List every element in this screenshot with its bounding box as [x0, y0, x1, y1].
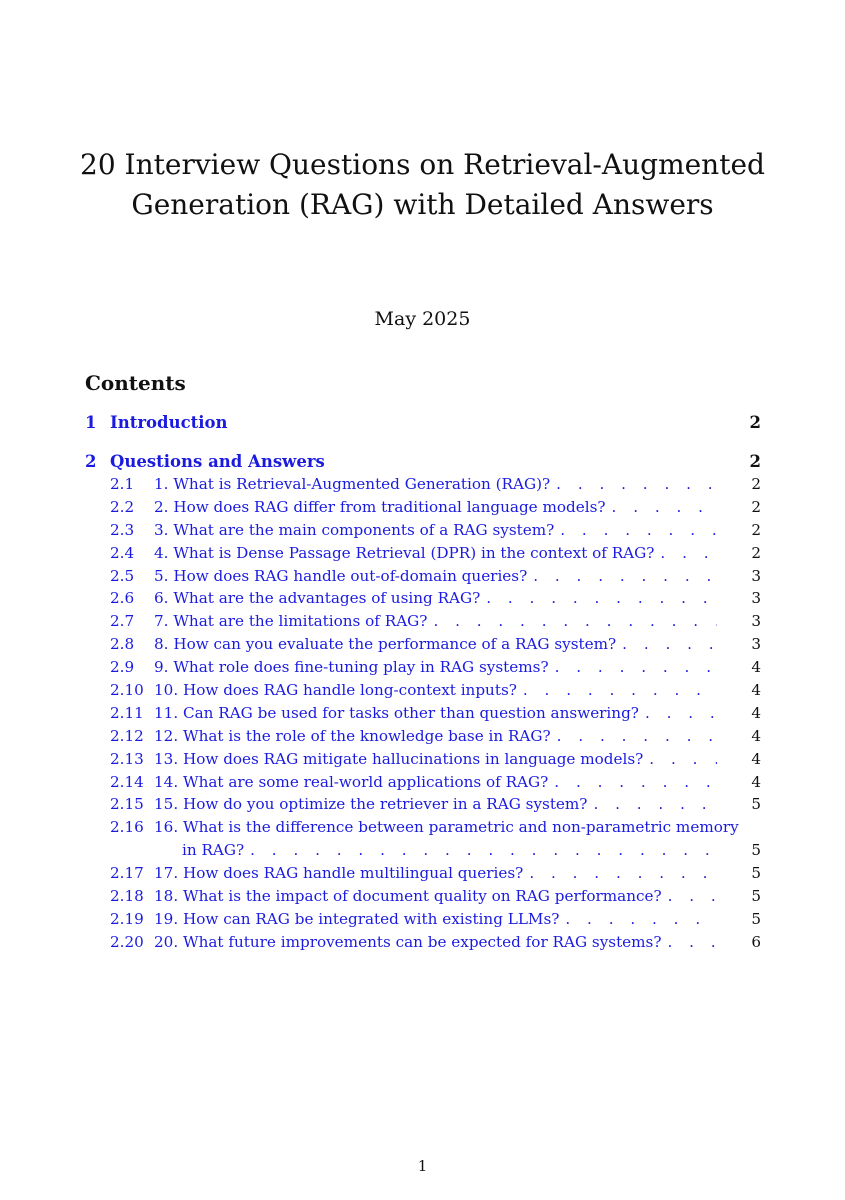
toc-entry-number: 2.11: [110, 703, 144, 722]
toc-leader-dots: [643, 748, 717, 771]
toc-entry[interactable]: [110, 725, 761, 748]
toc-entry[interactable]: [110, 816, 761, 862]
toc-leader-dots: [550, 473, 717, 496]
toc-entry-link[interactable]: 13. How does RAG mitigate hallucinations in language models?: [154, 749, 644, 768]
toc-leader-dots: [639, 702, 717, 725]
toc-entry-number: 2.4: [110, 543, 135, 562]
toc-entry-number: 2.3: [110, 520, 135, 539]
toc-entry-link[interactable]: 7. What are the limitations of RAG?: [154, 612, 428, 631]
toc-section-number: 2: [85, 452, 97, 471]
toc-entry-number: 2.1: [110, 475, 135, 493]
toc-entry-page: 2: [751, 543, 761, 562]
toc-entry-page: 3: [751, 566, 761, 585]
toc-entry[interactable]: [110, 931, 761, 954]
toc-entry-page: 5: [751, 887, 761, 906]
toc-entry-link[interactable]: 8. How can you evaluate the performance of a RAG system?: [154, 635, 617, 654]
toc-entry-link[interactable]: 16. What is the difference between parametric and non-parametric memory: [154, 818, 739, 837]
toc-leader-dots: [606, 496, 717, 519]
toc-section-introduction[interactable]: [85, 412, 761, 434]
toc-entry-link[interactable]: 15. How do you optimize the retriever in a RAG system?: [154, 795, 588, 814]
toc-entry-link[interactable]: 14. What are some real-world applications of RAG?: [154, 772, 549, 791]
toc-section-questions-and-answers[interactable]: [85, 451, 761, 473]
toc-entry-page: 3: [751, 589, 761, 608]
toc-entry[interactable]: [110, 748, 761, 771]
toc-entry-link[interactable]: 4. What is Dense Passage Retrieval (DPR) in the context of RAG?: [154, 543, 655, 562]
toc-entry[interactable]: [110, 656, 761, 679]
toc-leader-dots: [523, 862, 717, 885]
toc-section-page: 2: [749, 413, 761, 432]
toc-entry-number: 2.6: [110, 589, 135, 608]
toc-entry[interactable]: [110, 862, 761, 885]
toc-entry-page: 4: [751, 703, 761, 722]
toc-entry-page: 3: [751, 612, 761, 631]
toc-entry-number: 2.8: [110, 635, 135, 654]
toc-section-link[interactable]: Questions and Answers: [110, 452, 325, 471]
toc-entry-link[interactable]: 17. How does RAG handle multilingual queries?: [154, 864, 524, 883]
toc-entry-number: 2.5: [110, 566, 135, 585]
toc-entry[interactable]: [110, 542, 761, 565]
toc-entry-page: 3: [751, 635, 761, 654]
toc-entry-link[interactable]: 12. What is the role of the knowledge base in RAG?: [154, 726, 551, 745]
toc-leader-dots: [517, 679, 717, 702]
toc-entry-number: 2.10: [110, 681, 144, 700]
page-number: 1: [417, 1157, 428, 1175]
toc-entry-number: 2.20: [110, 932, 144, 951]
toc-entry-link[interactable]: 20. What future improvements can be expected for RAG systems?: [154, 932, 662, 951]
toc-entry-number: 2.17: [110, 864, 144, 883]
toc-leader-dots: [527, 565, 717, 588]
toc-entry-link[interactable]: 19. How can RAG be integrated with existing LLMs?: [154, 909, 560, 928]
toc-entry[interactable]: [110, 473, 761, 496]
toc-entry[interactable]: [110, 565, 761, 588]
toc-entry-page: 2: [751, 520, 761, 539]
toc-entry[interactable]: [110, 885, 761, 908]
toc-entry-link[interactable]: 18. What is the impact of document quality on RAG performance?: [154, 887, 662, 906]
toc-entry-page: 4: [751, 749, 761, 768]
toc-leader-dots: [244, 839, 717, 862]
toc-leader-dots: [616, 633, 717, 656]
toc-entry-page: 2: [751, 497, 761, 516]
toc-entry-number: 2.14: [110, 772, 144, 791]
toc-entry-number: 2.18: [110, 887, 144, 906]
toc-entry[interactable]: [110, 633, 761, 656]
toc-entry-number: 2.2: [110, 497, 135, 516]
toc-entry-link[interactable]: 9. What role does fine-tuning play in RAG systems?: [154, 658, 549, 677]
toc-entry-link[interactable]: 2. How does RAG differ from traditional language models?: [154, 497, 606, 516]
toc-subsection-list: [110, 473, 761, 954]
toc-leader-dots: [554, 519, 717, 542]
toc-entry[interactable]: [110, 587, 761, 610]
toc-entry-link[interactable]: 10. How does RAG handle long-context inputs?: [154, 681, 517, 700]
toc-leader-dots: [548, 771, 717, 794]
toc-entry[interactable]: [110, 908, 761, 931]
toc-entry-page: 4: [751, 726, 761, 745]
toc-entry[interactable]: [110, 610, 761, 633]
toc-entry-page: 6: [751, 932, 761, 951]
toc-entry-number: 2.16: [110, 818, 144, 837]
toc-entry-page: 2: [751, 475, 761, 493]
toc-leader-dots: [427, 610, 717, 633]
toc-leader-dots: [587, 793, 717, 816]
toc-section-link[interactable]: Introduction: [110, 413, 228, 432]
toc-entry-page: 5: [751, 909, 761, 928]
toc-entry-page: 4: [751, 772, 761, 791]
toc-entry[interactable]: [110, 679, 761, 702]
toc-section-number: 1: [85, 413, 97, 432]
toc-entry-link[interactable]: 11. Can RAG be used for tasks other than question answering?: [154, 703, 639, 722]
toc-leader-dots: [662, 931, 718, 954]
toc-entry-page: 5: [751, 864, 761, 883]
toc-entry-number: 2.13: [110, 749, 144, 768]
toc-entry-link[interactable]: 3. What are the main components of a RAG system?: [154, 520, 555, 539]
document-date: May 2025: [374, 308, 471, 330]
toc-leader-dots: [654, 542, 717, 565]
toc-entry-page: 4: [751, 681, 761, 700]
toc-leader-dots: [559, 908, 717, 931]
toc-entry[interactable]: [110, 496, 761, 519]
toc-entry-link[interactable]: 5. How does RAG handle out-of-domain queries?: [154, 566, 528, 585]
toc-entry-number: 2.19: [110, 909, 144, 928]
toc-entry-page: 5: [751, 795, 761, 814]
toc-leader-dots: [551, 725, 717, 748]
toc-entry-number: 2.15: [110, 795, 144, 814]
contents-heading: Contents: [85, 371, 186, 395]
toc-entry[interactable]: [110, 702, 761, 725]
toc-entry-number: 2.9: [110, 658, 135, 677]
document-title: 20 Interview Questions on Retrieval-Augmented Generation (RAG) with Detailed Answers: [80, 148, 765, 221]
toc-leader-dots: [549, 656, 717, 679]
toc-leader-dots: [662, 885, 717, 908]
toc-section-page: 2: [749, 452, 761, 471]
toc-entry-link[interactable]: 6. What are the advantages of using RAG?: [154, 589, 481, 608]
toc-entry-number: 2.12: [110, 726, 144, 745]
toc-entry-link-continued[interactable]: in RAG?: [182, 841, 245, 860]
toc-entry-page: 4: [751, 658, 761, 677]
toc-entry-link[interactable]: 1. What is Retrieval-Augmented Generation (RAG)?: [154, 475, 551, 493]
toc-entry[interactable]: [110, 771, 761, 794]
toc-entry[interactable]: [110, 793, 761, 816]
toc-entry[interactable]: [110, 519, 761, 542]
toc-entry-page: 5: [751, 841, 761, 860]
toc-entry-number: 2.7: [110, 612, 135, 631]
toc-leader-dots: [480, 587, 717, 610]
